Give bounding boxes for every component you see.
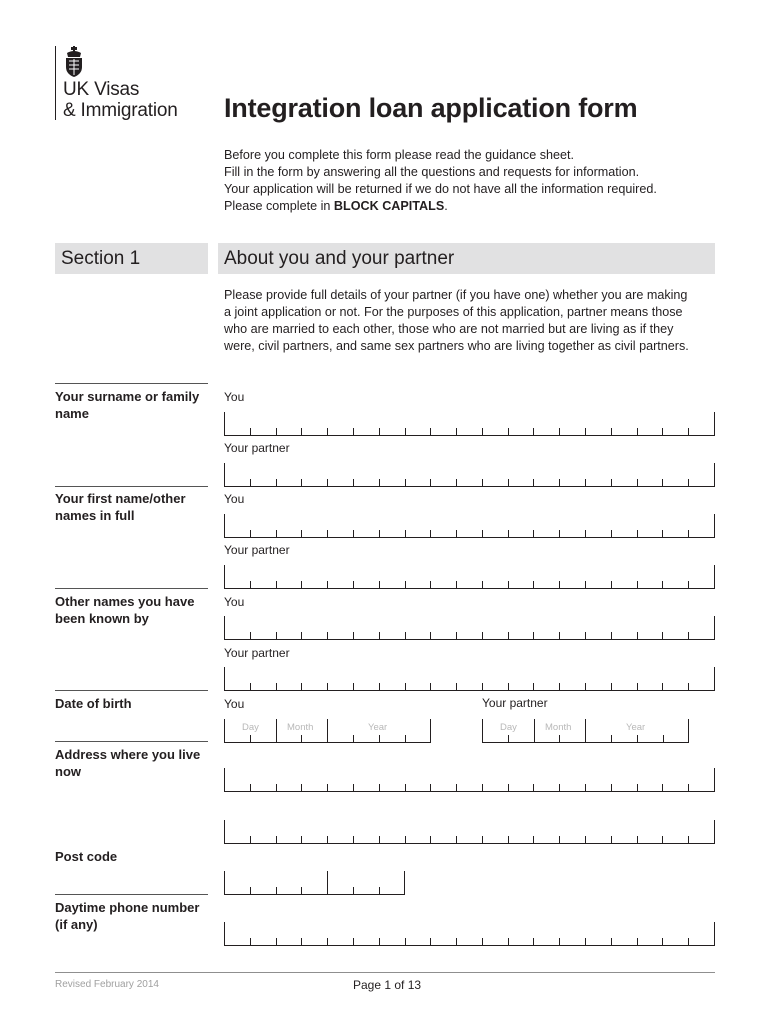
comb-divider [585, 479, 586, 487]
comb-divider [353, 938, 354, 946]
comb-divider [688, 479, 689, 487]
comb-divider [611, 784, 612, 792]
brand-line-2: & Immigration [63, 100, 178, 121]
comb-divider [250, 479, 251, 487]
comb-divider [379, 530, 380, 538]
comb-divider [250, 683, 251, 691]
comb-divider [327, 428, 328, 436]
comb-divider [533, 784, 534, 792]
label-rule [55, 894, 208, 895]
comb-divider [301, 735, 302, 743]
comb-divider [714, 820, 715, 844]
comb-divider [276, 530, 277, 538]
comb-divider [301, 887, 302, 895]
day-hint: Day [500, 722, 517, 733]
other-names-partner-field[interactable] [224, 667, 715, 691]
comb-divider [353, 683, 354, 691]
comb-divider [508, 836, 509, 844]
comb-divider [688, 428, 689, 436]
comb-baseline [224, 588, 715, 589]
section-title: About you and your partner [224, 248, 455, 269]
comb-divider [301, 479, 302, 487]
other-names-you-field[interactable] [224, 616, 715, 640]
comb-divider [611, 428, 612, 436]
comb-divider [533, 836, 534, 844]
comb-divider [276, 632, 277, 640]
first-name-partner-field[interactable] [224, 565, 715, 589]
comb-divider [405, 428, 406, 436]
comb-divider [637, 581, 638, 589]
comb-divider [301, 938, 302, 946]
comb-divider [353, 735, 354, 743]
comb-divider [662, 632, 663, 640]
comb-divider [327, 683, 328, 691]
comb-divider [327, 581, 328, 589]
dob-partner-label: Your partner [482, 696, 548, 710]
comb-divider [276, 683, 277, 691]
comb-divider [559, 479, 560, 487]
comb-divider [662, 683, 663, 691]
label-rule [55, 690, 208, 691]
comb-divider [224, 820, 225, 844]
comb-baseline [224, 639, 715, 640]
comb-divider [327, 938, 328, 946]
comb-divider [662, 581, 663, 589]
comb-divider [456, 836, 457, 844]
comb-divider [250, 530, 251, 538]
comb-divider [688, 683, 689, 691]
comb-divider [379, 683, 380, 691]
comb-divider [405, 479, 406, 487]
comb-divider [611, 581, 612, 589]
comb-divider [430, 581, 431, 589]
comb-divider [430, 784, 431, 792]
comb-divider [276, 479, 277, 487]
comb-divider [482, 530, 483, 538]
label-rule [55, 486, 208, 487]
comb-divider [688, 530, 689, 538]
comb-divider [611, 530, 612, 538]
comb-divider [430, 428, 431, 436]
comb-divider [224, 667, 225, 691]
postcode-field[interactable] [224, 871, 405, 895]
label-rule [55, 588, 208, 589]
comb-divider [637, 938, 638, 946]
comb-divider [456, 632, 457, 640]
comb-divider [508, 530, 509, 538]
comb-divider [611, 632, 612, 640]
comb-divider [276, 784, 277, 792]
comb-divider [353, 887, 354, 895]
address-line-2-field[interactable] [224, 820, 715, 844]
other-names-label: Other names you have been known by [55, 594, 195, 626]
comb-divider [456, 530, 457, 538]
comb-divider [533, 479, 534, 487]
phone-label: Daytime phone number (if any) [55, 900, 200, 932]
comb-divider [224, 514, 225, 538]
comb-divider [508, 784, 509, 792]
comb-divider [559, 836, 560, 844]
comb-divider [508, 632, 509, 640]
comb-divider [533, 530, 534, 538]
other-names-you-label: You [224, 595, 245, 609]
comb-divider [714, 667, 715, 691]
comb-divider [250, 784, 251, 792]
page-number: Page 1 of 13 [353, 978, 422, 992]
postcode-label: Post code [55, 849, 118, 864]
year-hint: Year [626, 722, 646, 733]
label-rule [55, 383, 208, 384]
comb-divider [611, 683, 612, 691]
comb-divider [301, 784, 302, 792]
surname-you-field[interactable] [224, 412, 715, 436]
surname-label: Your surname or family name [55, 389, 200, 421]
comb-divider [611, 735, 612, 743]
first-name-you-label: You [224, 492, 245, 506]
intro-line-4: Please complete in BLOCK CAPITALS. [224, 199, 448, 213]
comb-baseline [224, 486, 715, 487]
comb-divider [637, 735, 638, 743]
comb-divider [534, 719, 535, 743]
comb-divider [482, 632, 483, 640]
dob-you-field[interactable] [224, 719, 431, 743]
comb-divider [456, 581, 457, 589]
comb-divider [327, 784, 328, 792]
comb-divider [637, 683, 638, 691]
comb-divider [353, 632, 354, 640]
comb-divider [559, 735, 560, 743]
comb-divider [637, 530, 638, 538]
comb-divider [714, 616, 715, 640]
comb-divider [250, 428, 251, 436]
comb-divider [327, 632, 328, 640]
comb-divider [637, 428, 638, 436]
comb-divider [430, 938, 431, 946]
comb-divider [327, 836, 328, 844]
royal-crest-icon [62, 46, 86, 78]
intro-line-3: Your application will be returned if we do not have all the information required. [224, 182, 657, 196]
comb-divider [611, 836, 612, 844]
comb-divider [405, 836, 406, 844]
comb-divider [662, 479, 663, 487]
comb-divider [688, 938, 689, 946]
comb-divider [508, 428, 509, 436]
comb-divider [585, 938, 586, 946]
comb-divider [224, 463, 225, 487]
comb-divider [637, 836, 638, 844]
comb-divider [224, 871, 225, 895]
day-hint: Day [242, 722, 259, 733]
comb-divider [456, 938, 457, 946]
comb-divider [224, 719, 225, 743]
comb-divider [430, 479, 431, 487]
comb-divider [379, 581, 380, 589]
revision-date: Revised February 2014 [55, 979, 159, 990]
comb-divider [250, 632, 251, 640]
comb-divider [301, 836, 302, 844]
comb-divider [714, 922, 715, 946]
comb-divider [301, 428, 302, 436]
comb-divider [353, 479, 354, 487]
comb-divider [379, 938, 380, 946]
comb-divider [482, 719, 483, 743]
comb-divider [353, 581, 354, 589]
comb-baseline [224, 843, 715, 844]
comb-divider [301, 530, 302, 538]
comb-divider [405, 683, 406, 691]
brand-name [63, 79, 178, 121]
comb-divider [611, 938, 612, 946]
comb-divider [405, 581, 406, 589]
comb-divider [353, 836, 354, 844]
comb-divider [663, 735, 664, 743]
comb-divider [508, 581, 509, 589]
dob-partner-field[interactable] [482, 719, 689, 743]
label-rule [55, 741, 208, 742]
comb-divider [585, 784, 586, 792]
comb-divider [353, 530, 354, 538]
comb-divider [559, 530, 560, 538]
comb-divider [379, 632, 380, 640]
comb-divider [637, 632, 638, 640]
dob-you-label: You [224, 697, 245, 711]
comb-divider [714, 514, 715, 538]
comb-divider [379, 836, 380, 844]
comb-divider [430, 683, 431, 691]
comb-divider [276, 938, 277, 946]
comb-divider [714, 412, 715, 436]
comb-divider [559, 683, 560, 691]
comb-divider [224, 768, 225, 792]
comb-divider [662, 428, 663, 436]
comb-divider [559, 581, 560, 589]
comb-divider [662, 784, 663, 792]
comb-divider [224, 565, 225, 589]
comb-divider [533, 632, 534, 640]
comb-divider [430, 632, 431, 640]
surname-partner-field[interactable] [224, 463, 715, 487]
phone-field[interactable] [224, 922, 715, 946]
comb-divider [508, 479, 509, 487]
comb-divider [662, 938, 663, 946]
comb-divider [559, 428, 560, 436]
comb-divider [688, 836, 689, 844]
surname-partner-label: Your partner [224, 441, 290, 455]
surname-you-label: You [224, 390, 245, 404]
comb-divider [585, 581, 586, 589]
address-line-1-field[interactable] [224, 768, 715, 792]
comb-divider [379, 479, 380, 487]
intro-text [224, 147, 724, 215]
comb-divider [559, 784, 560, 792]
comb-divider [688, 581, 689, 589]
comb-divider [379, 784, 380, 792]
comb-baseline [224, 537, 715, 538]
comb-divider [482, 683, 483, 691]
comb-divider [353, 428, 354, 436]
comb-divider [405, 530, 406, 538]
comb-divider [559, 632, 560, 640]
comb-divider [482, 784, 483, 792]
intro-line-1: Before you complete this form please read the guidance sheet. [224, 148, 575, 162]
comb-divider [379, 887, 380, 895]
comb-divider [482, 581, 483, 589]
comb-divider [430, 530, 431, 538]
comb-divider [482, 428, 483, 436]
comb-divider [533, 938, 534, 946]
comb-divider [482, 836, 483, 844]
logo-divider [55, 46, 56, 120]
comb-divider [276, 887, 277, 895]
comb-divider [585, 836, 586, 844]
comb-divider [559, 938, 560, 946]
comb-divider [430, 836, 431, 844]
comb-divider [250, 581, 251, 589]
comb-divider [533, 683, 534, 691]
comb-divider [327, 530, 328, 538]
comb-divider [405, 632, 406, 640]
comb-divider [353, 784, 354, 792]
other-names-partner-label: Your partner [224, 646, 290, 660]
comb-divider [276, 719, 277, 743]
comb-divider [379, 428, 380, 436]
comb-divider [224, 412, 225, 436]
comb-divider [482, 479, 483, 487]
comb-divider [456, 683, 457, 691]
comb-divider [637, 784, 638, 792]
comb-divider [456, 784, 457, 792]
comb-divider [508, 938, 509, 946]
comb-divider [224, 616, 225, 640]
comb-divider [276, 836, 277, 844]
address-label: Address where you live now [55, 747, 201, 779]
comb-divider [714, 565, 715, 589]
intro-line-2: Fill in the form by answering all the questions and requests for information. [224, 165, 640, 179]
comb-divider [379, 735, 380, 743]
comb-divider [508, 735, 509, 743]
comb-divider [250, 887, 251, 895]
footer-rule [55, 972, 715, 973]
comb-divider [404, 871, 405, 895]
section-number: Section 1 [61, 248, 141, 269]
comb-divider [714, 768, 715, 792]
comb-divider [224, 922, 225, 946]
brand-line-1: UK Visas [63, 79, 140, 100]
comb-divider [456, 428, 457, 436]
year-hint: Year [368, 722, 388, 733]
comb-divider [688, 632, 689, 640]
comb-divider [482, 938, 483, 946]
comb-divider [611, 479, 612, 487]
comb-divider [430, 719, 431, 743]
comb-divider [714, 463, 715, 487]
comb-divider [637, 479, 638, 487]
comb-divider [585, 719, 586, 743]
comb-divider [276, 581, 277, 589]
comb-divider [327, 871, 328, 895]
comb-divider [662, 530, 663, 538]
section-instructions: Please provide full details of your partner (if you have one) whether you are making a joint application or not. For the purposes of this application, partner means those who are married to each other, those who are not married but are living as if they were, civil partners, and same sex partners who are living together as civil partners. [224, 288, 689, 353]
comb-divider [688, 719, 689, 743]
comb-divider [688, 784, 689, 792]
comb-divider [250, 938, 251, 946]
comb-baseline [224, 690, 715, 691]
month-hint: Month [287, 722, 314, 733]
comb-divider [327, 719, 328, 743]
comb-divider [405, 735, 406, 743]
form-title: Integration loan application form [224, 93, 638, 123]
comb-divider [456, 479, 457, 487]
comb-baseline [224, 894, 405, 895]
block-capitals-emphasis: BLOCK CAPITALS [333, 199, 445, 213]
comb-divider [533, 581, 534, 589]
month-hint: Month [545, 722, 572, 733]
comb-baseline [224, 435, 715, 436]
comb-divider [585, 632, 586, 640]
comb-baseline [224, 945, 715, 946]
comb-divider [585, 428, 586, 436]
dob-label: Date of birth [55, 696, 132, 711]
first-name-label: Your first name/other names in full [55, 491, 186, 523]
comb-divider [301, 581, 302, 589]
comb-divider [327, 479, 328, 487]
comb-divider [301, 632, 302, 640]
comb-divider [250, 735, 251, 743]
comb-divider [533, 428, 534, 436]
comb-divider [301, 683, 302, 691]
comb-baseline [224, 791, 715, 792]
comb-divider [276, 428, 277, 436]
comb-divider [405, 784, 406, 792]
first-name-you-field[interactable] [224, 514, 715, 538]
section-header-gap [208, 243, 218, 274]
comb-divider [662, 836, 663, 844]
comb-divider [405, 938, 406, 946]
comb-divider [585, 683, 586, 691]
comb-divider [250, 836, 251, 844]
first-name-partner-label: Your partner [224, 543, 290, 557]
comb-divider [585, 530, 586, 538]
comb-divider [508, 683, 509, 691]
